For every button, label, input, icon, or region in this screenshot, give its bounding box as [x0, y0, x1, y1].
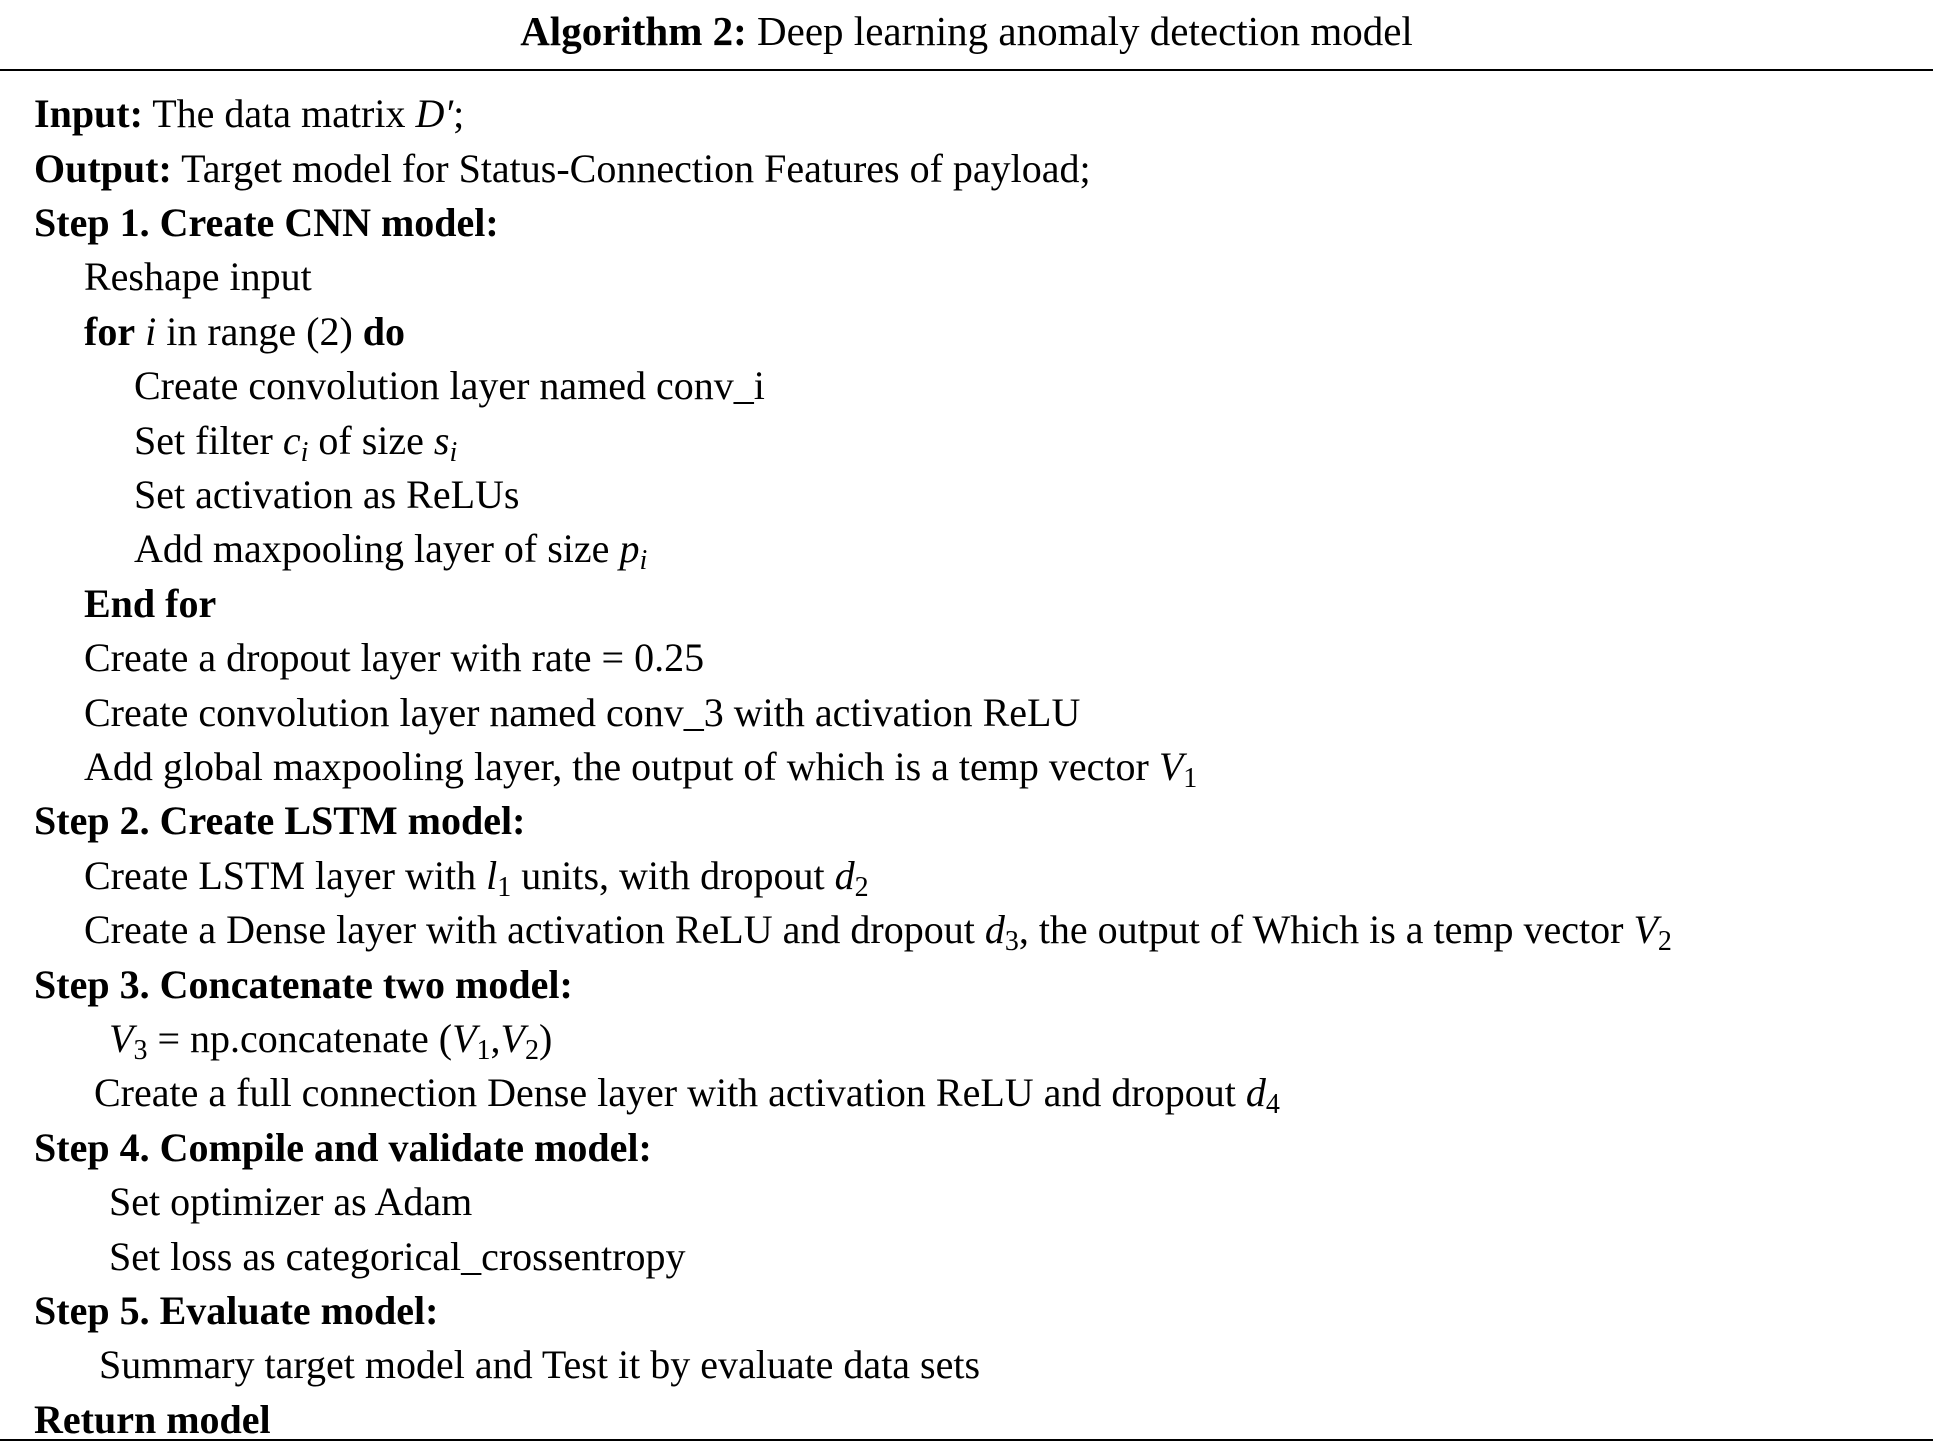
text-segment: Step 4. Compile and validate model: — [34, 1124, 652, 1170]
text-segment: 1 — [1183, 763, 1198, 795]
text-segment: s — [433, 417, 450, 463]
algorithm-line — [34, 1121, 1913, 1175]
text-segment: Step 5. Evaluate model: — [34, 1288, 439, 1334]
text-segment: End for — [84, 580, 217, 626]
algorithm-line — [34, 849, 1913, 903]
text-segment: 4 — [1265, 1089, 1280, 1121]
text-segment: The data matrix — [142, 91, 416, 137]
algorithm-line — [34, 468, 1913, 522]
text-segment: l — [486, 852, 498, 898]
algorithm-body — [0, 71, 1933, 1447]
text-segment — [135, 309, 145, 354]
text-segment: ; — [453, 91, 465, 137]
text-segment: d — [1245, 1070, 1266, 1116]
text-segment: Step 1. Create CNN model: — [34, 199, 499, 245]
text-segment: Input: — [34, 91, 143, 137]
text-segment: ) — [538, 1016, 553, 1062]
text-segment: Create convolution layer named conv_3 with activation ReLU — [84, 689, 1081, 735]
text-segment: V — [1633, 907, 1658, 953]
text-segment: d — [984, 907, 1005, 953]
text-segment: V — [500, 1016, 525, 1062]
text-segment: of size — [308, 417, 434, 463]
algorithm-line — [34, 631, 1913, 685]
algorithm-line — [34, 87, 1913, 141]
text-segment: 1 — [497, 871, 512, 903]
text-segment: units, with dropout — [511, 852, 835, 898]
bottom-divider — [0, 1439, 1933, 1441]
text-segment: Step 2. Create LSTM model: — [34, 798, 526, 844]
text-segment: , the output of Which is a temp vector — [1018, 907, 1634, 953]
algorithm-line — [34, 740, 1913, 794]
algorithm-caption-title: Deep learning anomaly detection model — [746, 8, 1413, 54]
algorithm-line — [34, 359, 1913, 413]
algorithm-caption-label: Algorithm 2: — [520, 8, 747, 54]
text-segment: Set optimizer as Adam — [109, 1179, 473, 1225]
text-segment: Set filter — [134, 417, 283, 463]
text-segment: 3 — [133, 1035, 148, 1067]
text-segment: V — [452, 1016, 477, 1062]
text-segment: Add maxpooling layer of size — [134, 526, 620, 572]
text-segment: Output: — [34, 145, 172, 191]
algorithm-line — [34, 1230, 1913, 1284]
text-segment: 2 — [854, 871, 869, 903]
text-segment: i — [449, 436, 458, 468]
text-segment: 3 — [1004, 926, 1019, 958]
text-segment: i — [639, 545, 648, 577]
algorithm-line — [34, 1338, 1913, 1392]
text-segment: Add global maxpooling layer, the output of which is a temp vector — [84, 744, 1159, 790]
text-segment: i — [300, 436, 309, 468]
algorithm-line — [34, 686, 1913, 740]
algorithm-line — [34, 903, 1913, 957]
text-segment: 2 — [524, 1035, 539, 1067]
text-segment: 2 — [1657, 926, 1672, 958]
text-segment: for — [84, 308, 136, 354]
text-segment: d — [834, 852, 855, 898]
algorithm-line — [34, 142, 1913, 196]
text-segment: = np.concatenate ( — [147, 1016, 453, 1062]
text-segment: Summary target model and Test it by evaluate data sets — [99, 1342, 981, 1388]
text-segment: in range (2) — [156, 308, 363, 354]
text-segment: Target model for Status-Connection Features of payload; — [171, 145, 1091, 191]
text-segment: p — [619, 526, 640, 572]
text-segment: Create a dropout layer with rate = 0.25 — [84, 635, 705, 681]
algorithm-line — [34, 794, 1913, 848]
text-segment: V — [1158, 744, 1184, 790]
algorithm-line — [34, 414, 1913, 468]
text-segment: Reshape input — [84, 254, 312, 300]
algorithm-line — [34, 1066, 1913, 1120]
text-segment: D′ — [415, 91, 454, 137]
algorithm-caption — [0, 0, 1933, 69]
text-segment: Set activation as ReLUs — [134, 471, 520, 517]
text-segment: i — [145, 308, 157, 354]
text-segment: Create convolution layer named conv_i — [134, 363, 765, 409]
text-segment: Create LSTM layer with — [84, 852, 487, 898]
text-segment: , — [490, 1016, 501, 1062]
text-segment: V — [109, 1016, 134, 1062]
algorithm-line — [34, 522, 1913, 576]
algorithm-line — [34, 305, 1913, 359]
algorithm-line — [34, 1175, 1913, 1229]
algorithm-line — [34, 1284, 1913, 1338]
text-segment: Return model — [34, 1396, 271, 1442]
text-segment: c — [282, 417, 301, 463]
text-segment: Create a Dense layer with activation ReLU and dropout — [84, 907, 985, 953]
algorithm-line — [34, 196, 1913, 250]
algorithm-line — [34, 958, 1913, 1012]
text-segment: Set loss as categorical_crossentropy — [109, 1233, 686, 1279]
text-segment: do — [362, 308, 406, 354]
algorithm-line — [34, 577, 1913, 631]
text-segment: Create a full connection Dense layer with activation ReLU and dropout — [94, 1070, 1246, 1116]
text-segment: 1 — [476, 1035, 491, 1067]
text-segment: Step 3. Concatenate two model: — [34, 961, 573, 1007]
algorithm-line — [34, 250, 1913, 304]
algorithm-line — [34, 1012, 1913, 1066]
